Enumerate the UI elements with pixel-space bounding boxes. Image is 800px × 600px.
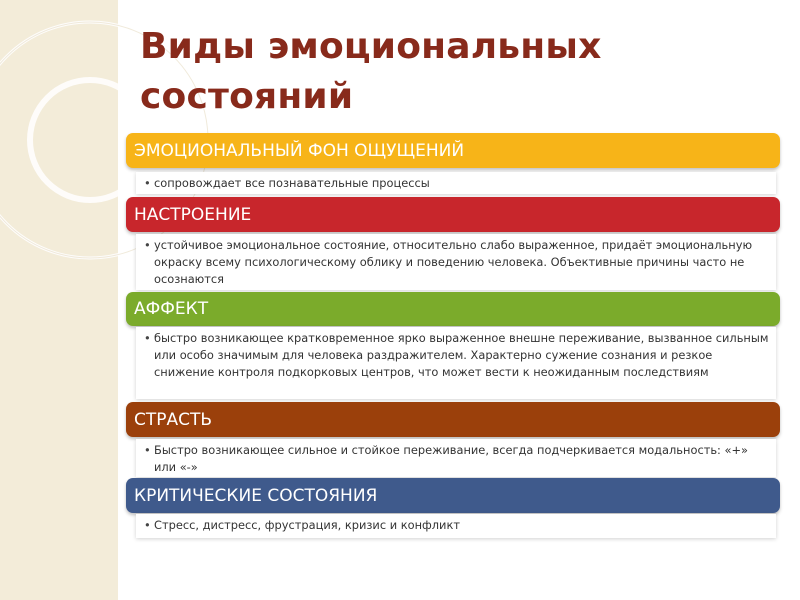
title-line-2: состояний [140, 76, 354, 117]
page-title [140, 22, 760, 122]
section-text-affekt: • быстро возникающее кратковременное ярко выраженное внешне переживание, вызванное сильным или особо значимым для человека раздражителем. Характерно сужение сознания и резкое снижение контроля подкорковых центров, что может вести к неожиданным последствиям [136, 327, 776, 399]
section-text-kritich: • Стресс, дистресс, фрустрация, кризис и конфликт [136, 514, 776, 538]
section-header-kritich: КРИТИЧЕСКИЕ СОСТОЯНИЯ [126, 478, 780, 513]
section-text-nastroenie: • устойчивое эмоциональное состояние, относительно слабо выраженное, придаёт эмоциональную окраску всему психологическому облику и поведению человека. Объективные причины часто не осознаются [136, 234, 776, 290]
section-header-fon: ЭМОЦИОНАЛЬНЫЙ ФОН ОЩУЩЕНИЙ [126, 133, 780, 168]
section-header-affekt: АФФЕКТ [126, 292, 780, 326]
section-text-strast: • Быстро возникающее сильное и стойкое переживание, всегда подчеркивается модальность: «+» или «-» [136, 439, 776, 477]
title-line-1: Виды эмоциональных [140, 26, 602, 67]
section-text-fon: • сопровождает все познавательные процессы [136, 172, 776, 194]
section-header-nastroenie: НАСТРОЕНИЕ [126, 197, 780, 232]
section-header-strast: СТРАСТЬ [126, 402, 780, 437]
